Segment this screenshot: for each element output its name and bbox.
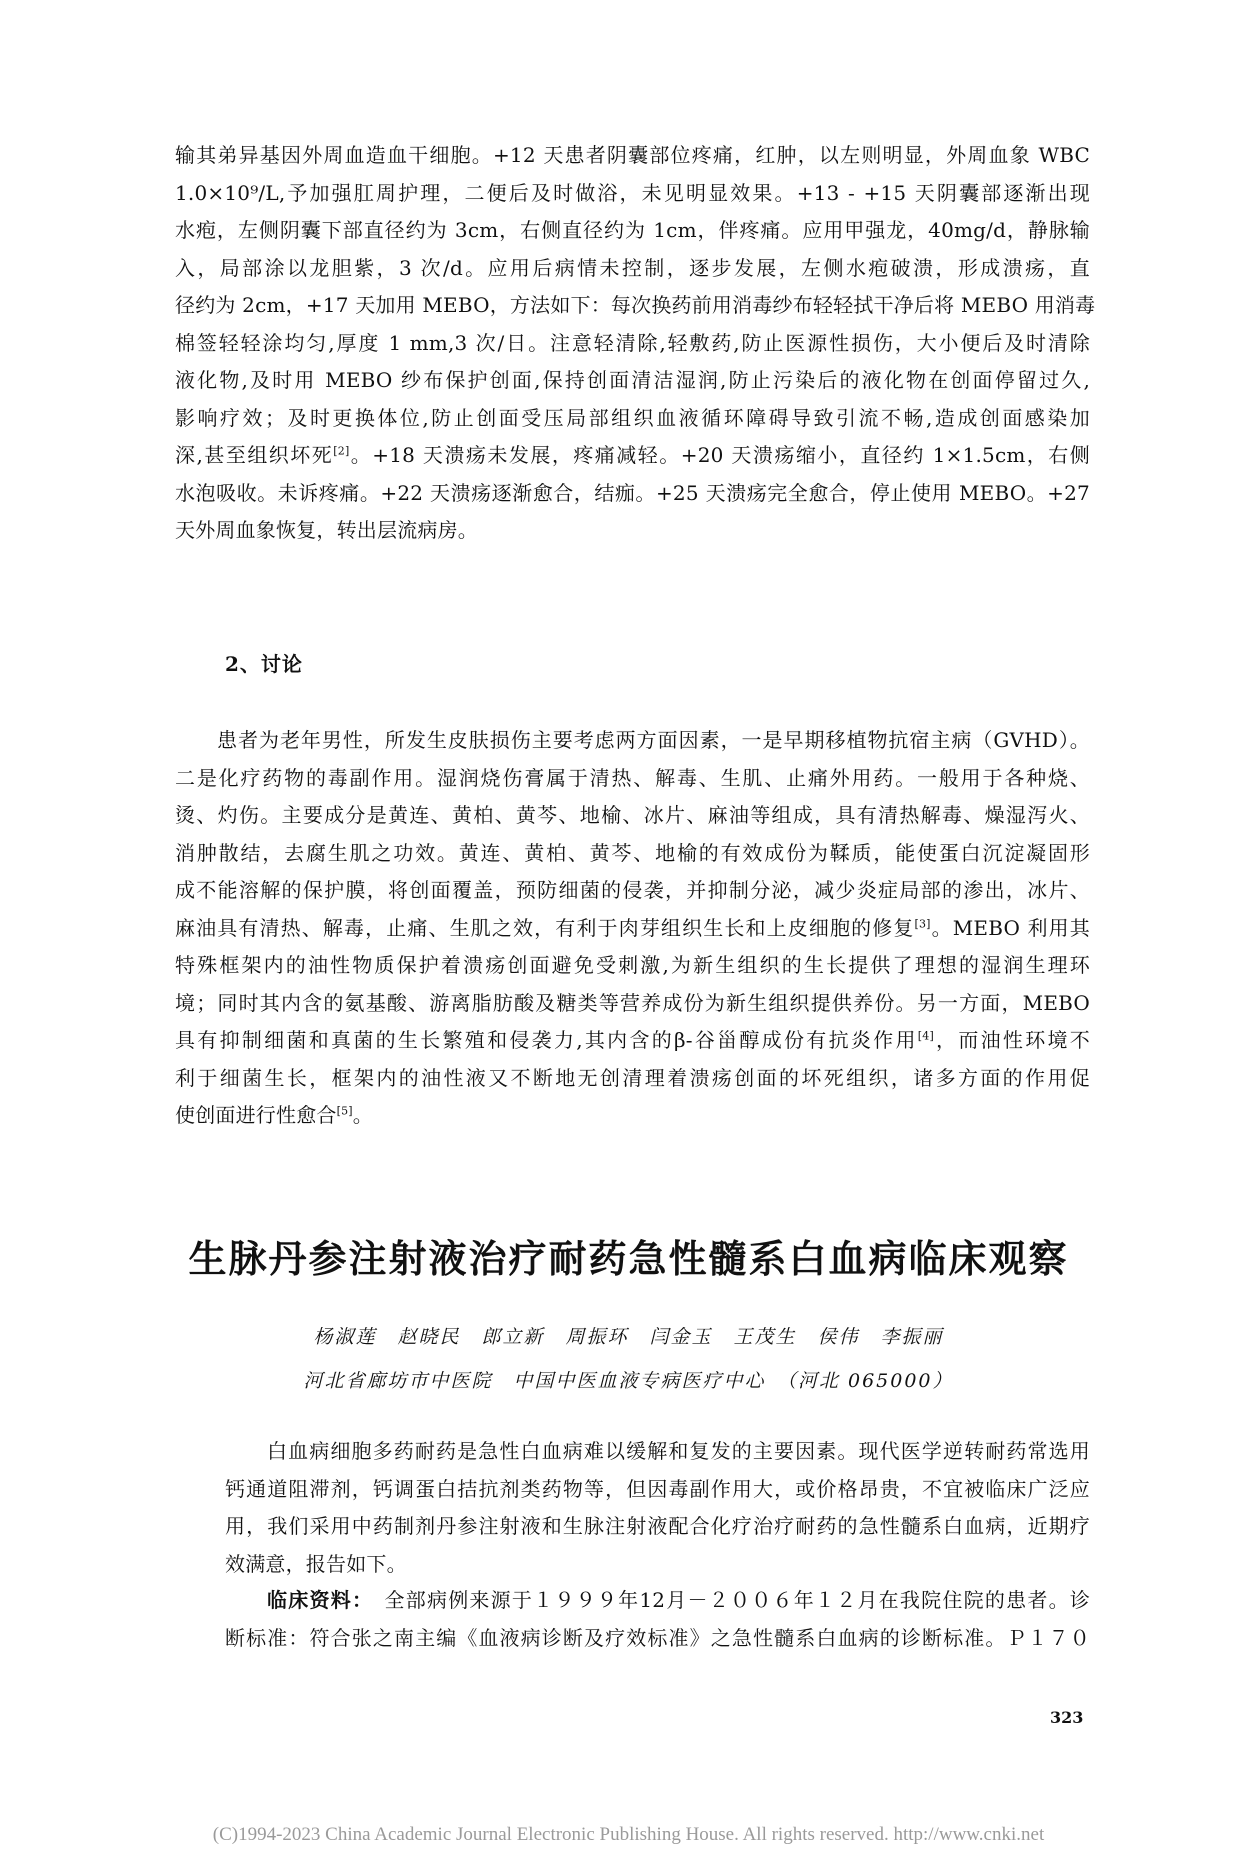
text-segment: 全部病例来源于１９９９年12月－２００６年１２月在我院住院的患者。诊	[384, 1588, 1091, 1612]
copyright-footer: (C)1994-2023 China Academic Journal Electronic Publishing House. All rights reserved. http://www.cnki.net	[212, 1824, 1045, 1845]
text-line: 消肿散结，去腐生肌之功效。黄连、黄柏、黄芩、地榆的有效成份为鞣质，能使蛋白沉淀凝固形	[175, 840, 1090, 865]
clinical-data-paragraph	[225, 1582, 1090, 1657]
text-line: 1.0×10⁹/L,予加强肛周护理，二便后及时做浴，未见明显效果。+13 - +15 天阴囊部逐渐出现	[175, 180, 1090, 205]
text-line: 钙通道阻滞剂，钙调蛋白拮抗剂类药物等，但因毒副作用大，或价格昂贵，不宜被临床广泛应	[225, 1476, 1090, 1501]
page-number: 323	[1050, 1708, 1084, 1727]
text-line: 径约为 2cm，+17 天加用 MEBO，方法如下：每次换药前用消毒纱布轻轻拭干净后将 MEBO 用消毒	[175, 293, 1096, 317]
text-line: 断标准：符合张之南主编《血液病诊断及疗效标准》之急性髓系白血病的诊断标准。Ｐ１７０	[225, 1625, 1090, 1650]
text-segment: 深,甚至组织坏死	[175, 443, 334, 467]
text-line	[175, 437, 1090, 475]
text-line: 入，局部涂以龙胆紫，3 次/d。应用后病情未控制，逐步发展，左侧水疱破溃，形成溃疡，直	[175, 255, 1090, 280]
clinical-data-label: 临床资料：	[267, 1588, 364, 1612]
discussion-heading: 2、讨论	[225, 652, 303, 676]
case-continuation-paragraph	[175, 137, 1096, 550]
article-title: 生脉丹参注射液治疗耐药急性髓系白血病临床观察	[188, 1237, 1069, 1281]
citation-ref: [4]	[917, 1029, 934, 1043]
discussion-paragraph	[175, 722, 1090, 1135]
text-line	[175, 1097, 1090, 1135]
text-line: 棉签轻轻涂均匀,厚度 1 mm,3 次/日。注意轻清除,轻敷药,防止医源性损伤，大小便后及时清除	[175, 330, 1090, 355]
text-line	[175, 1022, 1090, 1060]
text-segment: 。+18 天溃疡未发展，疼痛减轻。+20 天溃疡缩小，直径约 1×1.5cm，右侧	[349, 443, 1090, 467]
text-line: 二是化疗药物的毒副作用。湿润烧伤膏属于清热、解毒、生肌、止痛外用药。一般用于各种烧、	[175, 765, 1090, 790]
text-line: 水疱，左侧阴囊下部直径约为 3cm，右侧直径约为 1cm，伴疼痛。应用甲强龙，40mg/d，静脉输	[175, 218, 1090, 242]
text-line: 烫、灼伤。主要成分是黄连、黄柏、黄芩、地榆、冰片、麻油等组成，具有清热解毒、燥湿泻火、	[175, 803, 1090, 827]
text-segment: 。	[352, 1103, 373, 1127]
text-line: 用，我们采用中药制剂丹参注射液和生脉注射液配合化疗治疗耐药的急性髓系白血病，近期疗	[225, 1514, 1090, 1538]
text-line: 液化物,及时用 MEBO 纱布保护创面,保持创面清洁湿润,防止污染后的液化物在创面停留过久,	[175, 368, 1090, 392]
article-intro-paragraph	[225, 1433, 1090, 1583]
text-segment: 具有抑制细菌和真菌的生长繁殖和侵袭力,其内含的β-谷甾醇成份有抗炎作用	[175, 1028, 918, 1052]
citation-ref: [5]	[336, 1104, 353, 1118]
text-line	[225, 1582, 1090, 1620]
text-segment: 使创面进行性愈合	[175, 1103, 337, 1127]
citation-ref: [3]	[914, 916, 931, 930]
text-line: 患者为老年男性，所发生皮肤损伤主要考虑两方面因素，一是早期移植物抗宿主病（GVHD）。	[217, 728, 1090, 752]
text-line: 白血病细胞多药耐药是急性白血病难以缓解和复发的主要因素。现代医学逆转耐药常选用	[267, 1439, 1090, 1463]
article-affiliation: 河北省廊坊市中医院 中国中医血液专病医疗中心 （河北 065000）	[303, 1370, 954, 1392]
text-segment: 。MEBO 利用其	[930, 915, 1091, 940]
text-line: 影响疗效；及时更换体位,防止创面受压局部组织血液循环障碍导致引流不畅,造成创面感染加	[175, 405, 1090, 430]
article-authors: 杨淑莲 赵晓民 郎立新 周振环 闫金玉 王茂生 侯伟 李振丽	[313, 1326, 944, 1348]
text-line: 利于细菌生长，框架内的油性液又不断地无创清理着溃疡创面的坏死组织，诸多方面的作用促	[175, 1065, 1090, 1090]
text-line: 境；同时其内含的氨基酸、游离脂肪酸及糖类等营养成份为新生组织提供养份。另一方面，MEBO	[175, 990, 1090, 1015]
text-line: 天外周血象恢复，转出层流病房。	[175, 518, 478, 542]
text-line: 成不能溶解的保护膜，将创面覆盖，预防细菌的侵袭，并抑制分泌，减少炎症局部的渗出，冰片、	[175, 878, 1090, 902]
text-segment: 麻油具有清热、解毒，止痛、生肌之效，有利于肉芽组织生长和上皮细胞的修复	[175, 915, 915, 940]
citation-ref: [2]	[333, 444, 350, 458]
text-line	[175, 910, 1090, 948]
text-line: 特殊框架内的油性物质保护着溃疡创面避免受刺激,为新生组织的生长提供了理想的湿润生理环	[175, 953, 1090, 977]
text-segment: ，而油性环境不	[933, 1028, 1090, 1052]
text-line: 输其弟异基因外周血造血干细胞。+12 天患者阴囊部位疼痛，红肿，以左则明显，外周血象 WBC	[175, 143, 1090, 167]
text-line: 效满意，报告如下。	[225, 1551, 407, 1576]
text-line: 水泡吸收。未诉疼痛。+22 天溃疡逐渐愈合，结痂。+25 天溃疡完全愈合，停止使用 MEBO。+27	[175, 480, 1090, 505]
